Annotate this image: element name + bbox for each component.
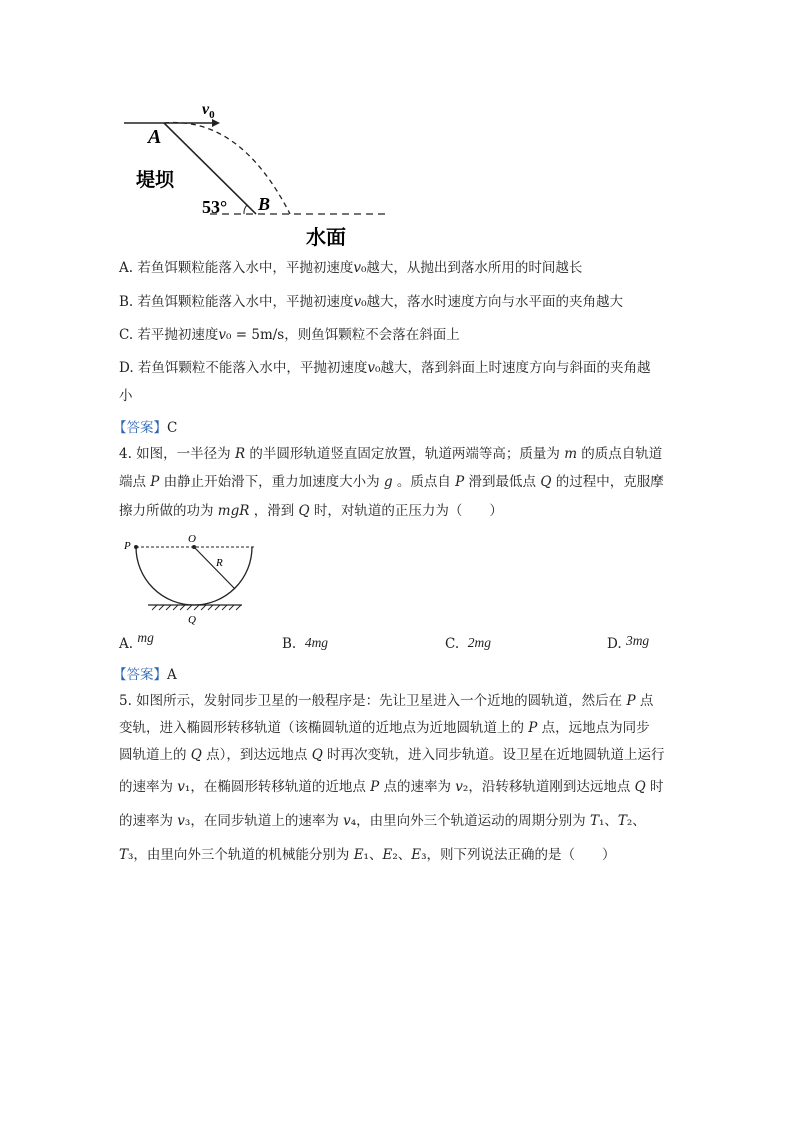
q4-line-1: 4. 如图，一半径为 𝑅 的半圆形轨道竖直固定放置，轨道两端等高；质量为 𝑚 的质点自轨道	[119, 446, 663, 462]
q5-line-4: 的速率为 𝑣₁，在椭圆形转移轨道的近地点 𝑃 点的速率为 𝑣₂，沿转移轨道刚到达远地点 𝑄 时	[119, 779, 664, 795]
answer-value: A	[167, 667, 177, 683]
angle-arc	[244, 205, 247, 214]
answer-value: C	[167, 420, 178, 436]
q3-option-c: C. 若平抛初速度𝑣₀ = 5m/s，则鱼饵颗粒不会落在斜面上	[119, 327, 460, 343]
point-p-dot	[134, 545, 138, 549]
q4-option-b: B. 4mg	[282, 635, 329, 652]
angle-label: 53°	[202, 197, 228, 217]
fig2-q-label: Q	[188, 614, 196, 626]
q4-line-2: 端点 𝑃 由静止开始滑下，重力加速度大小为 𝑔 。质点自 𝑃 滑到最低点 𝑄 的过程中，克服摩	[119, 474, 664, 490]
fig2-p-label: P	[124, 540, 131, 552]
q4-answer	[113, 663, 177, 683]
point-a-label: A	[148, 126, 162, 148]
q3-option-b: B. 若鱼饵颗粒能落入水中，平抛初速度𝑣₀越大，落水时速度方向与水平面的夹角越大	[119, 294, 624, 310]
q5-line-2: 变轨，进入椭圆形转移轨道（该椭圆轨道的近地点为近地圆轨道上的 𝑃 点，远地点为同步	[119, 720, 650, 736]
v0-label: $v_0$	[202, 101, 215, 121]
q4-option-c: C. 2mg	[445, 635, 491, 652]
q5-line-6: 𝑇₃，由里向外三个轨道的机械能分别为 𝐸₁、𝐸₂、𝐸₃，则下列说法正确的是（ ）	[119, 847, 616, 863]
q5-line-1: 5. 如图所示，发射同步卫星的一般程序是：先让卫星进入一个近地的圆轨道，然后在 𝑃 点	[119, 693, 654, 709]
semicircle-track	[136, 547, 252, 605]
q5-line-5: 的速率为 𝑣₃，在同步轨道上的速率为 𝑣₄，由里向外三个轨道运动的周期分别为 𝑇₁、𝑇₂、	[119, 813, 646, 829]
q3-option-d-cont: 小	[119, 388, 133, 404]
q3-option-d: D. 若鱼饵颗粒不能落入水中，平抛初速度𝑣₀越大，落到斜面上时速度方向与斜面的夹角越	[119, 360, 651, 376]
projectile-figure	[120, 96, 400, 251]
dam-label: 堤坝	[136, 169, 175, 191]
q4-option-d: D. 3mg	[607, 633, 650, 652]
q5-line-3: 圆轨道上的 𝑄 点），到达远地点 𝑄 时再次变轨，进入同步轨道。设卫星在近地圆轨道上运行	[119, 747, 665, 763]
ground-hatch	[152, 605, 241, 610]
answer-label: 【答案】	[113, 420, 167, 436]
water-label: 水面	[306, 225, 346, 249]
q4-line-3: 擦力所做的功为 𝑚𝑔𝑅 ，滑到 𝑄 时，对轨道的正压力为（ ）	[119, 503, 503, 519]
fig2-r-label: R	[216, 557, 223, 569]
q3-answer	[113, 416, 177, 436]
semicircle-figure	[118, 530, 263, 630]
fig2-o-label: O	[188, 533, 196, 545]
point-b-label: B	[258, 194, 271, 214]
radius-line	[194, 547, 235, 589]
point-o-dot	[192, 545, 196, 549]
q4-option-a: A. mg	[119, 630, 154, 652]
q3-option-a: A. 若鱼饵颗粒能落入水中，平抛初速度𝑣₀越大，从抛出到落水所用的时间越长	[119, 260, 583, 276]
answer-label: 【答案】	[113, 667, 167, 683]
